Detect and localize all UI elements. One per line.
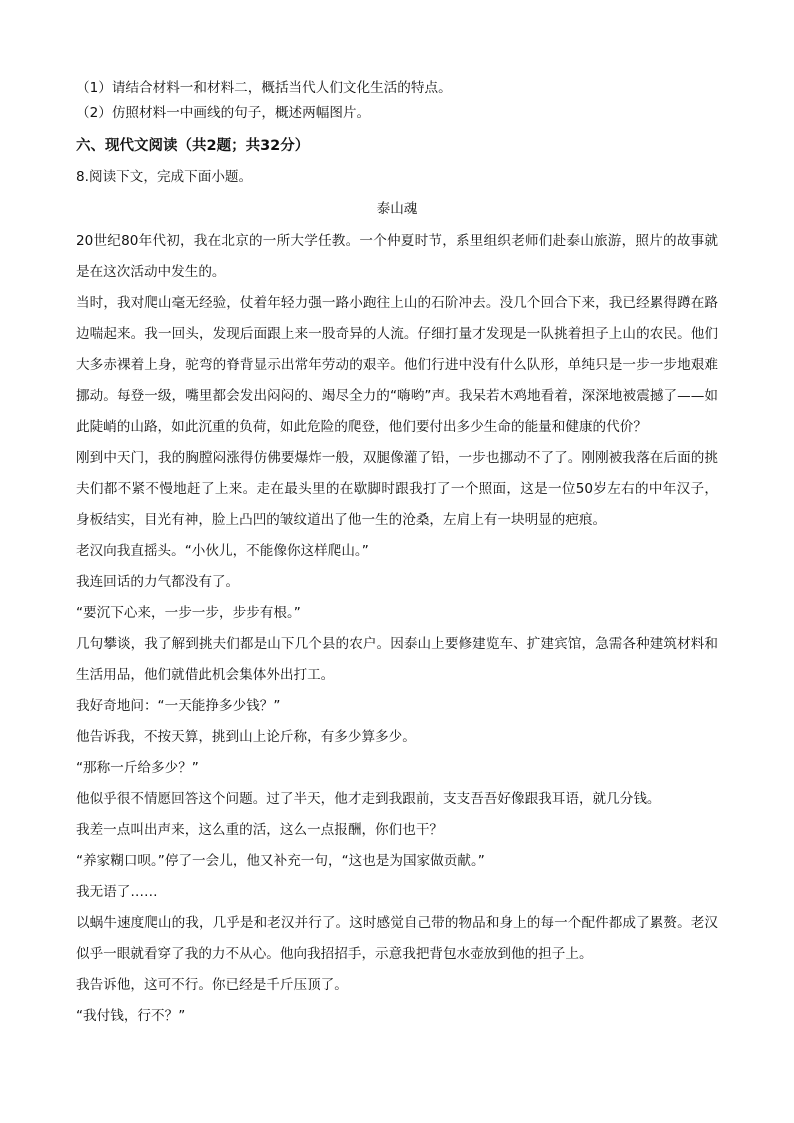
paragraph-2: 当时，我对爬山毫无经验，仗着年轻力强一路小跑往上山的石阶冲去。没几个回合下来，我已经累得蹲在路边喘起来。我一回头，发现后面跟上来一股奇异的人流。仔细打量才发现是一队挑着担子上山的农民。他们大多赤裸着上身，驼弯的脊背显示出常年劳动的艰辛。他们行进中没有什么队形，单纯只是一步一步地艰难挪动。每登一级，嘴里都会发出闷闷的、竭尽全力的“嗨哟”声。我呆若木鸡地看着，深深地被震撼了——如此陡峭的山路，如此沉重的负荷，如此危险的爬登，他们要付出多少生命的能量和健康的代价？ — [76, 295, 718, 435]
paragraph-1: 20世纪80年代初，我在北京的一所大学任教。一个仲夏时节，系里组织老师们赴泰山旅游，照片的故事就是在这次活动中发生的。 — [76, 233, 718, 280]
article-title: 泰山魂 — [376, 201, 418, 217]
question-1: （1）请结合材料一和材料二，概括当代人们文化生活的特点。 — [76, 80, 452, 96]
paragraph-7: 几句攀谈，我了解到挑夫们都是山下几个县的农户。因泰山上要修建览车、扩建宾馆，急需各种建筑材料和生活用品，他们就借此机会集体外出打工。 — [76, 636, 718, 683]
paragraph-15: 以蜗牛速度爬山的我，几乎是和老汉并行了。这时感觉自己带的物品和身上的每一个配件都成了累赘。老汉似乎一眼就看穿了我的力不从心。他向我招招手，示意我把背包水壶放到他的担子上。 — [76, 915, 718, 962]
paragraph-11: 他似乎很不情愿回答这个问题。过了半天，他才走到我跟前，支支吾吾好像跟我耳语，就几分钱。 — [76, 791, 661, 807]
paragraph-14: 我无语了…… — [76, 884, 158, 900]
paragraph-8: 我好奇地问：“一天能挣多少钱？” — [76, 698, 281, 714]
article-body — [76, 226, 718, 1032]
paragraph-16: 我告诉他，这可不行。你已经是千斤压顶了。 — [76, 977, 348, 993]
section-header: 六、现代文阅读（共2题；共32分） — [76, 138, 310, 154]
reading-instruction: 8.阅读下文，完成下面小题。 — [76, 169, 253, 185]
paragraph-13: “养家糊口呗。”停了一会儿，他又补充一句，“这也是为国家做贡献。” — [76, 853, 485, 869]
paragraph-3: 刚到中天门，我的胸膛闷涨得仿佛要爆炸一般，双腿像灌了铅，一步也挪动不了了。刚刚被我落在后面的挑夫们都不紧不慢地赶了上来。走在最头里的在歇脚时跟我打了一个照面，这是一位50岁左右的中年汉子，身板结实，目光有神，脸上凸凹的皱纹道出了他一生的沧桑，左肩上有一块明显的疤痕。 — [76, 450, 718, 528]
paragraph-17: “我付钱，行不？” — [76, 1008, 186, 1024]
paragraph-10: “那称一斤给多少？” — [76, 760, 199, 776]
paragraph-5: 我连回话的力气都没有了。 — [76, 574, 240, 590]
paragraph-4: 老汉向我直摇头。“小伙儿，不能像你这样爬山。” — [76, 543, 369, 559]
document-page — [76, 76, 718, 1032]
paragraph-12: 我差一点叫出声来，这么重的活，这么一点报酬，你们也干？ — [76, 822, 444, 838]
question-2: （2）仿照材料一中画线的句子，概述两幅图片。 — [76, 105, 371, 121]
paragraph-9: 他告诉我，不按天算，挑到山上论斤称，有多少算多少。 — [76, 729, 416, 745]
paragraph-6: “要沉下心来，一步一步，步步有根。” — [76, 605, 301, 621]
